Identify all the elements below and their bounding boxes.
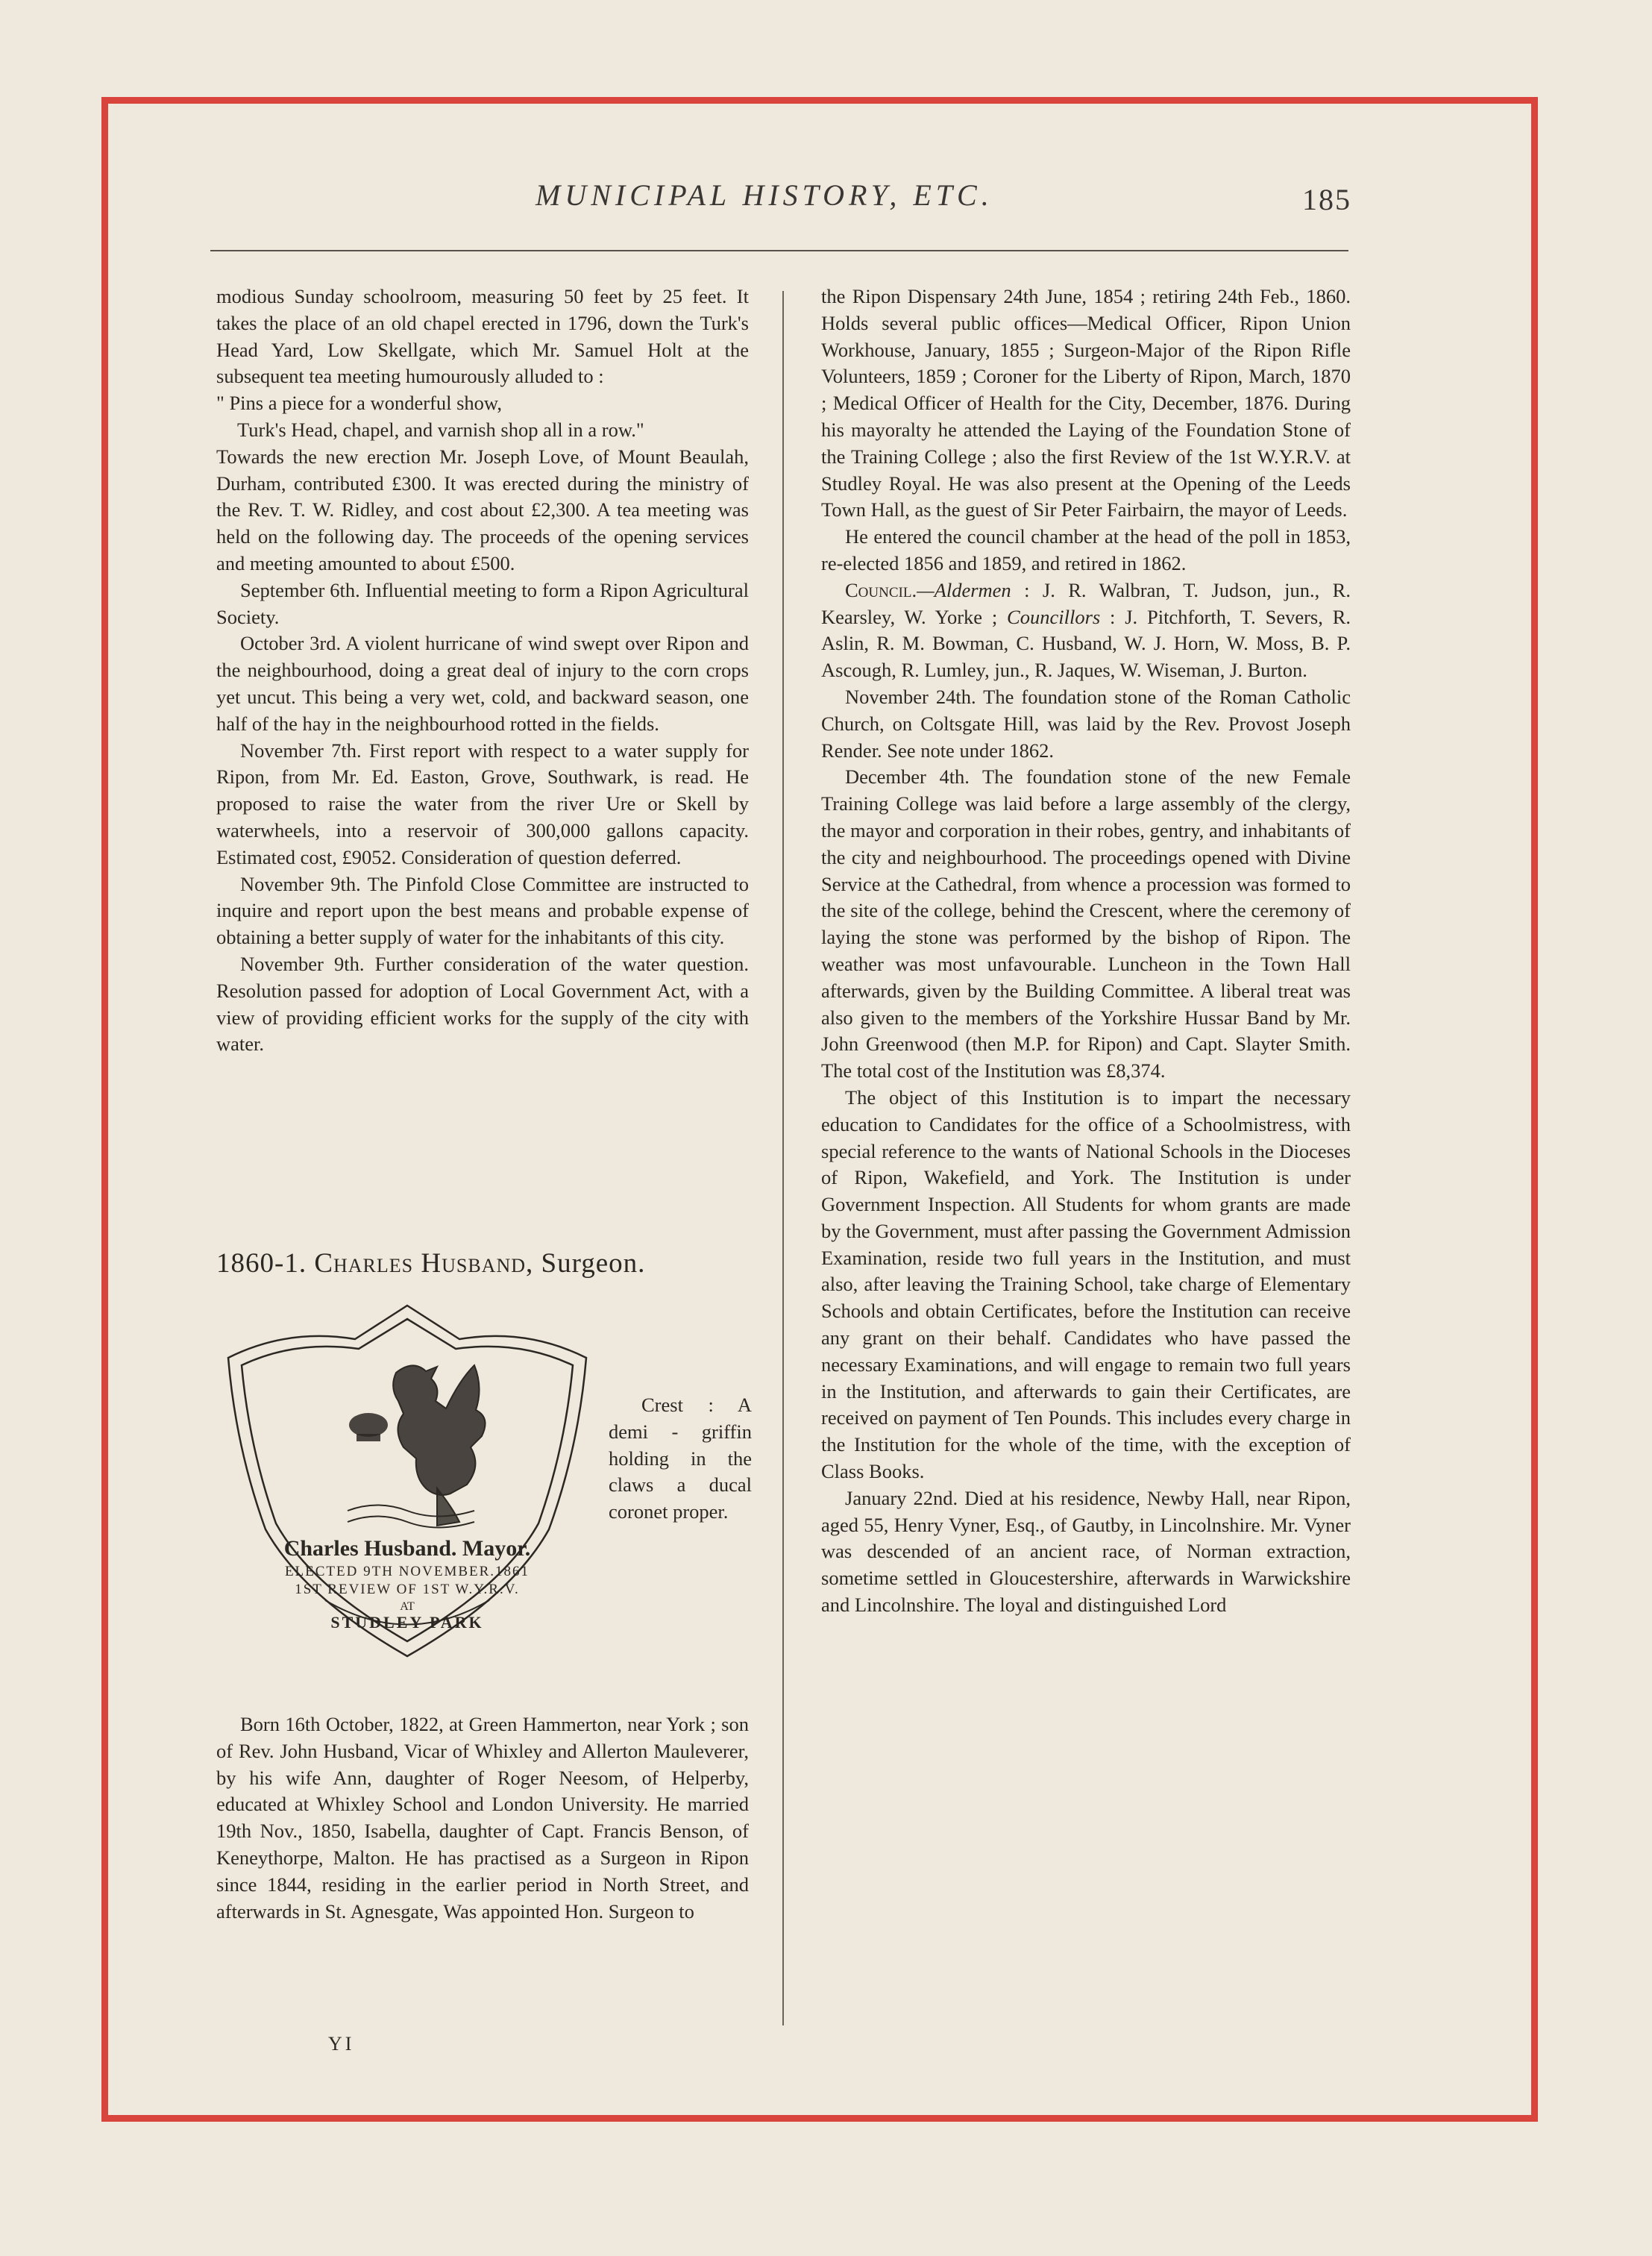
signature-mark: YI <box>328 2033 355 2055</box>
council-paragraph <box>821 577 1351 684</box>
aldermen-label: —Aldermen <box>917 578 1011 601</box>
section-role: Surgeon. <box>541 1248 646 1279</box>
right-paragraph-4: December 4th. The foundation stone of the new Female Training College was laid before a large assembly of the clergy, the mayor and corporation in their robes, gentry, and inhabitants of the city and neighbourhood. The proceedings opened with Divine Service at the Cathedral, from whence a procession was formed to the site of the college, behind the Crescent, where the ceremony of laying the stone was performed by the bishop of Ripon. The weather was most unfavourable. Luncheon in the Town Hall afterwards, given by the Building Committee. A liberal treat was also given to the members of the Yorkshire Hussar Band by Mr. John Greenwood (then M.P. for Ripon) and Capt. Slayter Smith. The total cost of the Institution was £8,374. <box>821 765 1351 1082</box>
councillors-label: Councillors <box>1007 605 1101 628</box>
right-paragraph-3: November 24th. The foundation stone of the Roman Catholic Church, on Coltsgate Hill, was laid by the Rev. Provost Joseph Render. See note under 1862. <box>821 685 1351 762</box>
section-name: Charles Husband, <box>314 1248 534 1279</box>
verse-quotation <box>216 390 749 444</box>
left-paragraph-5: November 7th. First report with respect to a water supply for Ripon, from Mr. Ed. Easton, Grove, Southwark, is read. He proposed to raise the water from the river Ure or Skell by waterwheels, into a reservoir of 300,000 gallons capacity. Estimated cost, £9052. Consideration of question deferred. <box>216 739 749 868</box>
left-paragraph-3: September 6th. Influential meeting to form a Ripon Agricultural Society. <box>216 578 749 628</box>
column-divider <box>782 291 784 2025</box>
arms-inscription-line-4: AT <box>400 1600 415 1613</box>
left-column-lower <box>216 1711 749 1925</box>
left-column-upper <box>216 283 749 1058</box>
coat-of-arms-illustration <box>213 1298 601 1671</box>
arms-inscription-line-5: STUDLEY PARK <box>330 1613 484 1632</box>
biography-paragraph: Born 16th October, 1822, at Green Hammerton, near York ; son of Rev. John Husband, Vicar of Whixley and Allerton Mauleverer, by his wife Ann, daughter of Roger Neesom, of Helperby, educated at Whixley School and London University. He married 19th Nov., 1850, Isabella, daughter of Capt. Francis Benson, of Keneythorpe, Malton. He has practised as a Surgeon in Ripon since 1844, residing in the earlier period in North Street, and afterwards in St. Agnesgate, Was appointed Hon. Surgeon to <box>216 1713 749 1923</box>
page-number: 185 <box>1302 183 1351 216</box>
left-paragraph-6: November 9th. The Pinfold Close Committee are instructed to inquire and report upon the best means and probable expense of obtaining a better supply of water for the inhabitants of this city. <box>216 872 749 949</box>
section-heading <box>216 1247 753 1279</box>
left-paragraph-4: October 3rd. A violent hurricane of wind swept over Ripon and the neighbourhood, doing a great deal of injury to the corn crops yet uncut. This being a very wet, cold, and backward season, one half of the hay in the neighbourhood rotted in the fields. <box>216 632 749 735</box>
left-paragraph-2: Towards the new erection Mr. Joseph Love, of Mount Beaulah, Durham, contributed £300. It was erected during the ministry of the Rev. T. W. Ridley, and cost about £2,300. A tea meeting was held on the following day. The proceeds of the opening services and meeting amounted to about £500. <box>216 445 749 574</box>
right-paragraph-1: the Ripon Dispensary 24th June, 1854 ; retiring 24th Feb., 1860. Holds several public offices—Medical Officer, Ripon Union Workhouse, January, 1855 ; Surgeon-Major of the Ripon Rifle Volunteers, 1859 ; Coroner for the Liberty of Ripon, March, 1870 ; Medical Officer of Health for the City, December, 1876. During his mayoralty he attended the Laying of the Foundation Stone of the Training College ; also the first Review of the 1st W.Y.R.V. at Studley Royal. He was also present at the Opening of the Leeds Town Hall, as the guest of Sir Peter Fairbairn, the mayor of Leeds. <box>821 285 1351 521</box>
right-column <box>821 283 1351 1619</box>
councillors-names: : J. Pitchforth, T. Severs, R. Aslin, R. M. Bowman, C. Husband, W. J. Horn, W. Moss, B. P. Ascough, R. Lumley, jun., R. Jaques, W. Wiseman, J. Burton. <box>821 605 1351 682</box>
header-rule <box>210 250 1348 251</box>
right-paragraph-2: He entered the council chamber at the head of the poll in 1853, re-elected 1856 and 1859, and retired in 1862. <box>821 525 1351 574</box>
arms-inscription-line-1: Charles Husband. Mayor. <box>283 1536 531 1561</box>
arms-inscription-line-2: ELECTED 9TH NOVEMBER.1861 <box>284 1564 530 1579</box>
section-year: 1860-1. <box>216 1248 307 1279</box>
griffin-icon <box>393 1365 485 1526</box>
aldermen-names: : J. R. Walbran, T. Judson, jun., R. Kearsley, W. Yorke ; <box>821 578 1351 628</box>
right-paragraph-6: January 22nd. Died at his residence, Newby Hall, near Ripon, aged 55, Henry Vyner, Esq., of Gautby, in Lincolnshire. Mr. Vyner was descended of an ancient race, of Norman extraction, sometime settled in Gloucestershire, afterwards in Warwickshire and Lincolnshire. The loyal and distinguished Lord <box>821 1486 1351 1617</box>
crest-caption <box>609 1392 752 1526</box>
arms-inscription-line-3: 1ST REVIEW OF 1ST W.Y.R.V. <box>295 1582 520 1597</box>
right-paragraph-5: The object of this Institution is to impart the necessary education to Candidates for the office of a Schoolmistress, with special reference to the wants of National Schools in the Dioceses of Ripon, Wakefield, and York. The Institution is under Government Inspection. All Students for whom grants are made by the Government, must after passing the Government Admission Examination, reside two full years in the Institution, and must also, after leaving the Training School, take charge of Elementary Schools and obtain Certificates, before the Institution can receive any grant on their behalf. Candidates who have passed the necessary Examinations, and will engage to remain two full years in the Institution, and afterwards to gain their Certificates, are received on payment of Ten Pounds. This includes every charge in the Institution for the whole of the time, with the exception of Class Books. <box>821 1085 1351 1483</box>
running-title: MUNICIPAL HISTORY, ETC. <box>536 178 993 212</box>
crest-caption-text: Crest : A demi - griffin holding in the claws a ducal coronet proper. <box>609 1394 752 1523</box>
ducal-coronet-icon <box>349 1413 388 1441</box>
verse-line-2: Turk's Head, chapel, and varnish shop all in a row." <box>237 418 644 441</box>
verse-line-1: " Pins a piece for a wonderful show, <box>216 392 502 415</box>
left-paragraph-7: November 9th. Further consideration of the water question. Resolution passed for adoption of Local Government Act, with a view of providing efficient works for the supply of the city with water. <box>216 952 749 1056</box>
council-label: Council. <box>845 578 917 601</box>
left-paragraph-1: modious Sunday schoolroom, measuring 50 feet by 25 feet. It takes the place of an old chapel erected in 1796, down the Turk's Head Yard, Low Skellgate, which Mr. Samuel Holt at the subsequent tea meeting humourously alluded to : <box>216 285 749 388</box>
